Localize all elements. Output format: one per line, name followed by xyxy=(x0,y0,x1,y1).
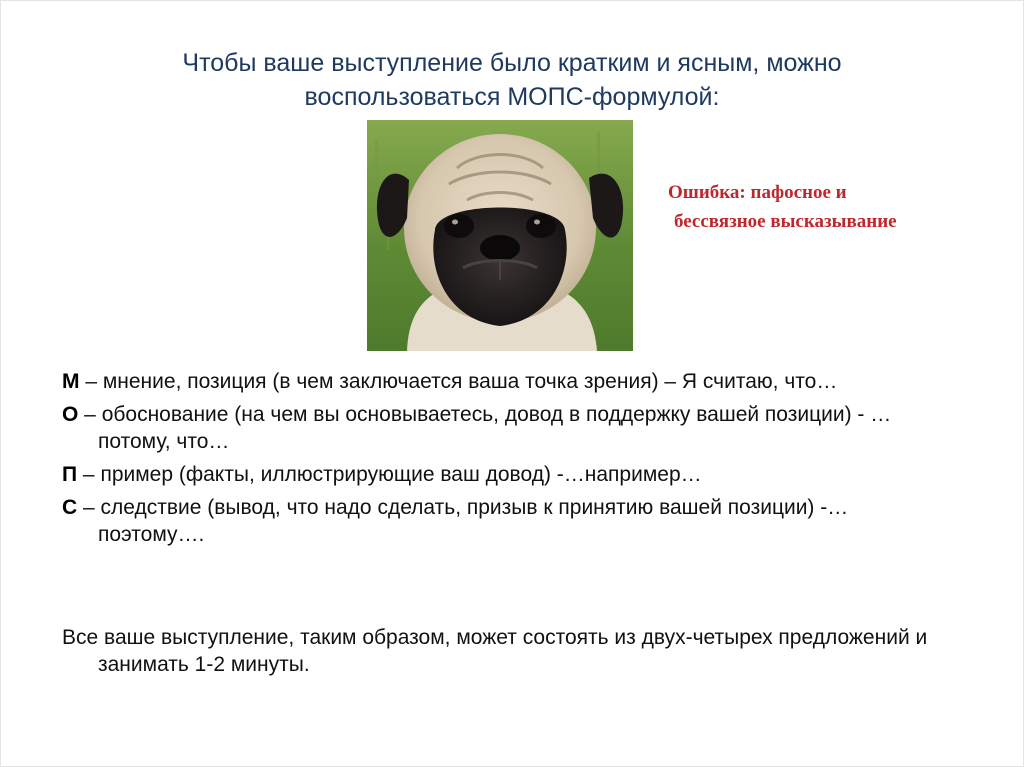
slide-title-line-1: Чтобы ваше выступление было кратким и ясным, можно xyxy=(182,49,842,77)
formula-item-s xyxy=(62,494,942,548)
error-note-line-2: бессвязное высказывание xyxy=(674,211,897,232)
formula-item-p xyxy=(62,461,942,488)
slide-title xyxy=(80,46,944,114)
formula-text: – обоснование (на чем вы основываетесь, довод в поддержку вашей позиции) - …потому, что… xyxy=(78,403,892,453)
slide-title-line-2: воспользоваться МОПС-формулой: xyxy=(304,83,720,111)
formula-item-o xyxy=(62,401,942,455)
formula-item-m xyxy=(62,368,942,395)
error-note xyxy=(668,178,998,236)
formula-text: – пример (факты, иллюстрирующие ваш довод) -…например… xyxy=(77,463,702,486)
formula-letter: П xyxy=(62,463,78,486)
mops-formula-list xyxy=(62,368,942,554)
pug-photo xyxy=(367,120,633,351)
formula-text: – мнение, позиция (в чем заключается ваша точка зрения) – Я считаю, что… xyxy=(79,370,838,393)
formula-text: – следствие (вывод, что надо сделать, призыв к принятию вашей позиции) -…поэтому…. xyxy=(77,496,849,546)
formula-letter: М xyxy=(62,370,80,393)
error-note-line-1: Ошибка: пафосное и xyxy=(668,182,847,203)
summary-text: Все ваше выступление, таким образом, может состоять из двух-четырех предложений и занимать 1-2 минуты. xyxy=(62,626,928,676)
formula-letter: С xyxy=(62,496,78,519)
formula-letter: О xyxy=(62,403,79,426)
